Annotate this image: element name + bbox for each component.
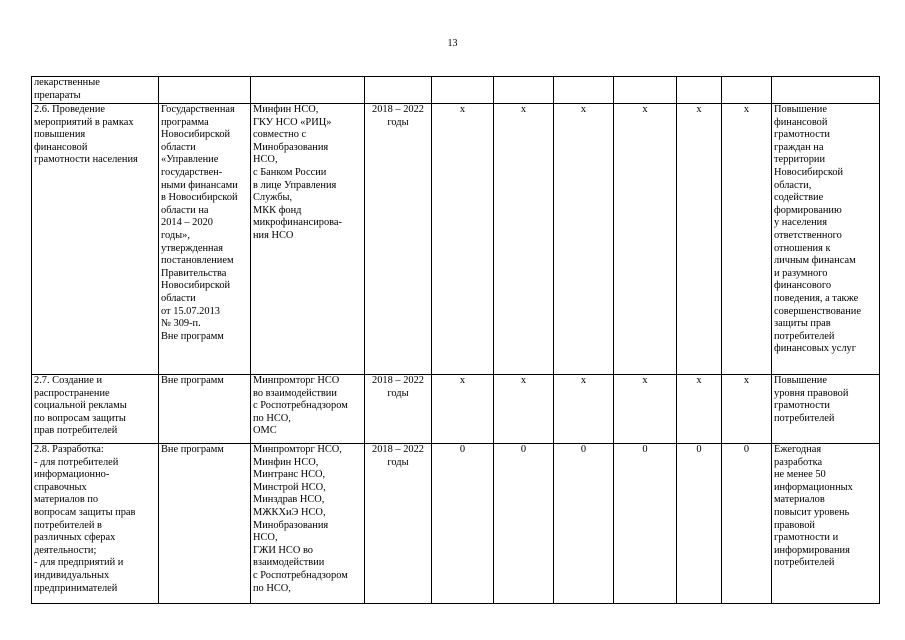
program-cell: Вне программ <box>159 444 251 604</box>
period-cell: 2018 – 2022 годы <box>365 375 432 444</box>
value-cell <box>554 77 614 104</box>
measure-name-cell: 2.6. Проведение мероприятий в рамках повышения финансовой грамотности населения <box>32 104 159 375</box>
measure-name-cell: лекарственные препараты <box>32 77 159 104</box>
value-cell: х <box>554 375 614 444</box>
value-cell: х <box>722 104 772 375</box>
period-cell <box>365 77 432 104</box>
value-cell <box>722 77 772 104</box>
value-cell: 0 <box>554 444 614 604</box>
period-cell: 2018 – 2022 годы <box>365 444 432 604</box>
period-cell: 2018 – 2022 годы <box>365 104 432 375</box>
value-cell: х <box>432 104 494 375</box>
measure-name-cell: 2.8. Разработка: - для потребителей информационно- справочных материалов по вопросам защиты прав потребителей в различных сферах деятельности; - для предприятий и индивидуальных предпринимателей <box>32 444 159 604</box>
program-cell: Государственная программа Новосибирской области «Управление государствен- ными финансами в Новосибирской области на 2014 – 2020 годы», утвержденная постановлением Правительства Новосибирской области от 15.07.2013 № 309-п. Вне программ <box>159 104 251 375</box>
table-row <box>32 444 880 604</box>
value-cell: х <box>677 375 722 444</box>
measures-table <box>31 76 880 604</box>
value-cell <box>677 77 722 104</box>
value-cell: 0 <box>677 444 722 604</box>
executor-cell: Минпромторг НСО во взаимодействии с Роспотребнадзором по НСО, ОМС <box>251 375 365 444</box>
value-cell: 0 <box>614 444 677 604</box>
executor-cell: Минпромторг НСО, Минфин НСО, Минтранс НСО, Минстрой НСО, Минздрав НСО, МЖКХиЭ НСО, Минобразования НСО, ГЖИ НСО во взаимодействии с Роспотребнадзором по НСО, <box>251 444 365 604</box>
program-cell: Вне программ <box>159 375 251 444</box>
table-row <box>32 375 880 444</box>
result-cell <box>772 77 880 104</box>
program-cell <box>159 77 251 104</box>
executor-cell <box>251 77 365 104</box>
value-cell: х <box>494 104 554 375</box>
value-cell: х <box>677 104 722 375</box>
value-cell: х <box>614 104 677 375</box>
measure-name-cell: 2.7. Создание и распространение социальной рекламы по вопросам защиты прав потребителей <box>32 375 159 444</box>
result-cell: Ежегодная разработка не менее 50 информационных материалов повысит уровень правовой грамотности и информирования потребителей <box>772 444 880 604</box>
value-cell: 0 <box>722 444 772 604</box>
value-cell <box>494 77 554 104</box>
value-cell: 0 <box>432 444 494 604</box>
value-cell <box>432 77 494 104</box>
table-row <box>32 104 880 375</box>
page-number: 13 <box>447 38 458 49</box>
value-cell: х <box>722 375 772 444</box>
result-cell: Повышение финансовой грамотности граждан на территории Новосибирской области, содействие формированию у населения ответственного отношения к личным финансам и разумного финансового поведения, а также совершенствование защиты прав потребителей финансовых услуг <box>772 104 880 375</box>
result-cell: Повышение уровня правовой грамотности потребителей <box>772 375 880 444</box>
value-cell <box>614 77 677 104</box>
table-body <box>32 77 880 604</box>
executor-cell: Минфин НСО, ГКУ НСО «РИЦ» совместно с Минобразования НСО, с Банком России в лице Управления Службы, МКК фонд микрофинансирова- ния НСО <box>251 104 365 375</box>
value-cell: х <box>432 375 494 444</box>
value-cell: 0 <box>494 444 554 604</box>
value-cell: х <box>554 104 614 375</box>
table-row <box>32 77 880 104</box>
value-cell: х <box>614 375 677 444</box>
value-cell: х <box>494 375 554 444</box>
